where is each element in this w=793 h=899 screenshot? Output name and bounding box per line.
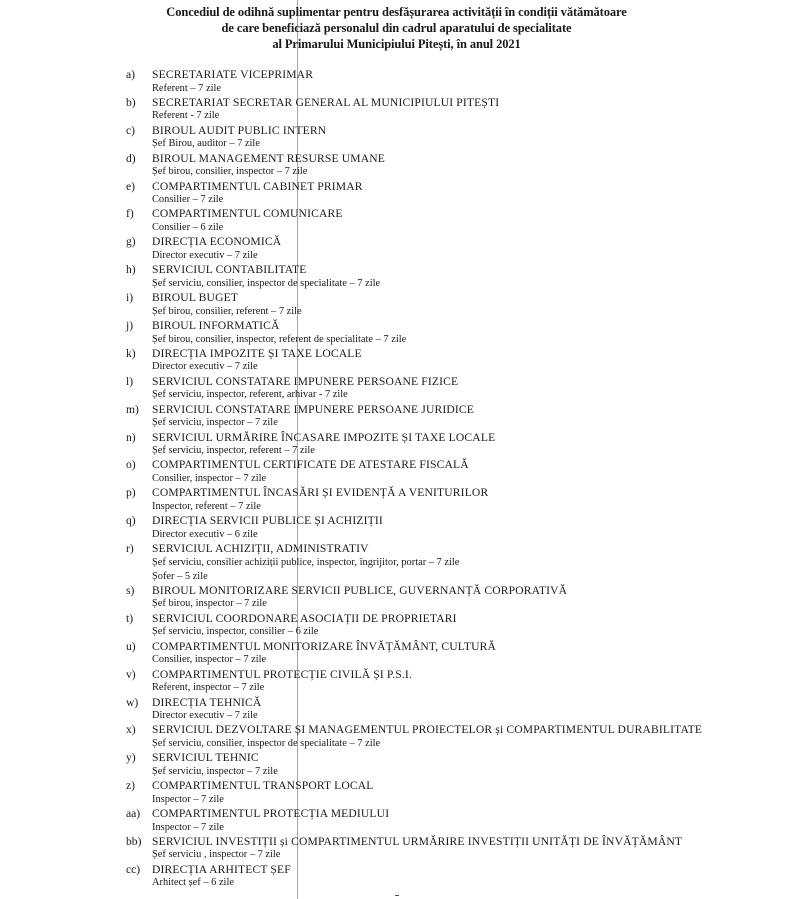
leave-detail: Șef serviciu, inspector, referent – 7 zile	[152, 445, 315, 457]
leave-detail: Șef birou, consilier, inspector – 7 zile	[152, 166, 308, 178]
leave-detail: Inspector – 7 zile	[152, 793, 224, 805]
department-title: DIRECȚIA SERVICII PUBLICE ȘI ACHIZIȚII	[152, 514, 383, 528]
list-item-letter: cc)	[126, 862, 141, 876]
department-title: SERVICIUL DEZVOLTARE ȘI MANAGEMENTUL PROIECTELOR și COMPARTIMENTUL DURABILITATE	[152, 723, 703, 737]
department-title: SERVICIUL COORDONARE ASOCIAȚII DE PROPRIETARI	[152, 611, 457, 625]
department-title: DIRECȚIA IMPOZITE ȘI TAXE LOCALE	[152, 346, 362, 360]
leave-detail: Șef serviciu, inspector – 7 zile	[152, 765, 278, 777]
list-item-letter: r)	[126, 542, 134, 556]
list-item	[126, 375, 786, 403]
department-title: BIROUL MONITORIZARE SERVICII PUBLICE, GUVERNANȚĂ CORPORATIVĂ	[152, 583, 568, 597]
list-item	[126, 319, 786, 347]
list-item	[126, 779, 786, 807]
list-item	[126, 723, 786, 751]
list-item-letter: q)	[126, 514, 136, 528]
department-title: DIRECȚIA TEHNICĂ	[152, 695, 262, 709]
list-item-letter: i)	[126, 291, 134, 305]
list-item-letter: bb)	[126, 834, 142, 848]
list-item-letter: n)	[126, 430, 136, 444]
department-title: COMPARTIMENTUL CABINET PRIMAR	[152, 179, 363, 193]
leave-detail: Referent, inspector – 7 zile	[152, 682, 265, 694]
list-item	[126, 612, 786, 640]
leave-detail: Consilier – 7 zile	[152, 194, 224, 206]
leave-detail: Director executiv – 6 zile	[152, 528, 258, 540]
list-item-letter: e)	[126, 179, 136, 193]
list-item	[126, 486, 786, 514]
leave-detail: Inspector – 7 zile	[152, 821, 224, 833]
list-item-letter: aa)	[126, 807, 141, 821]
leave-detail: Șofer – 5 zile	[152, 570, 208, 582]
department-title: COMPARTIMENTUL COMUNICARE	[152, 207, 343, 221]
department-title: BIROUL BUGET	[152, 291, 239, 305]
department-title: SERVICIUL TEHNIC	[152, 751, 259, 765]
leave-detail: Șef serviciu, inspector, consilier – 6 zile	[152, 626, 319, 638]
leave-detail: Șef birou, consilier, inspector, referent de specialitate – 7 zile	[152, 333, 407, 345]
department-title: COMPARTIMENTUL PROTECȚIE CIVILĂ ȘI P.S.I.	[152, 667, 412, 681]
header-line-3: al Primarului Municipiului Pitești, în anul 2021	[272, 37, 521, 51]
list-item	[126, 152, 786, 180]
department-title: SECRETARIATE VICEPRIMAR	[152, 68, 314, 81]
header-line-2: de care beneficiază personalul din cadrul aparatului de specialitate	[221, 21, 572, 35]
leave-detail: Consilier, inspector – 7 zile	[152, 654, 267, 666]
list-item	[126, 514, 786, 542]
leave-detail: Referent – 7 zile	[152, 82, 221, 94]
leave-detail: Director executiv – 7 zile	[152, 361, 258, 373]
department-title: SERVICIUL CONSTATARE IMPUNERE PERSOANE FIZICE	[152, 374, 459, 388]
department-title: BIROUL INFORMATICĂ	[152, 319, 280, 333]
header-line-1: Concediul de odihnă suplimentar pentru desfășurarea activității în condiții vătămătoare	[166, 5, 627, 19]
list-item-letter: w)	[126, 695, 139, 709]
department-title: SECRETARIAT SECRETAR GENERAL AL MUNICIPIULUI PITEȘTI	[152, 95, 500, 109]
department-title: BIROUL AUDIT PUBLIC INTERN	[152, 123, 327, 137]
leave-detail: Director executiv – 7 zile	[152, 710, 258, 721]
leave-detail: Șef serviciu, consilier, inspector de specialitate – 7 zile	[152, 277, 381, 289]
list-item	[126, 807, 786, 835]
list-item	[126, 863, 786, 891]
list-item	[126, 640, 786, 668]
list-item	[126, 207, 786, 235]
list-item	[126, 347, 786, 375]
list-item	[126, 180, 786, 208]
list-item	[126, 403, 786, 431]
list-item-letter: y)	[126, 751, 136, 765]
department-title: BIROUL MANAGEMENT RESURSE UMANE	[152, 151, 385, 165]
document-header	[0, 4, 793, 52]
department-title: DIRECȚIA ARHITECT ȘEF	[152, 862, 291, 876]
list-item-letter: t)	[126, 611, 134, 625]
list-item	[126, 458, 786, 486]
list-item	[126, 124, 786, 152]
list-item	[126, 542, 786, 584]
department-list	[126, 68, 786, 891]
list-item-letter: x)	[126, 723, 136, 737]
list-item-letter: d)	[126, 151, 136, 165]
list-item	[126, 668, 786, 696]
department-title: SERVICIUL CONSTATARE IMPUNERE PERSOANE JURIDICE	[152, 402, 475, 416]
leave-detail: Șef serviciu, consilier, inspector de specialitate – 7 zile	[152, 737, 381, 749]
list-item-letter: k)	[126, 346, 136, 360]
list-item-letter: a)	[126, 68, 136, 81]
list-item	[126, 431, 786, 459]
list-item-letter: h)	[126, 263, 136, 277]
list-item	[126, 696, 786, 724]
leave-detail: Director executiv – 7 zile	[152, 249, 258, 261]
department-title: SERVICIUL URMĂRIRE ÎNCASARE IMPOZITE ȘI TAXE LOCALE	[152, 430, 496, 444]
scan-fleck	[395, 895, 399, 896]
department-title: DIRECȚIA ECONOMICĂ	[152, 235, 282, 249]
leave-detail: Arhitect șef – 6 zile	[152, 877, 234, 889]
leave-detail: Inspector, referent – 7 zile	[152, 500, 261, 512]
leave-detail: Șef birou, inspector – 7 zile	[152, 598, 267, 610]
leave-detail: Șef Birou, auditor – 7 zile	[152, 138, 260, 150]
department-title: SERVICIUL ACHIZIȚII, ADMINISTRATIV	[152, 542, 369, 556]
list-item-letter: u)	[126, 639, 136, 653]
list-item-letter: j)	[126, 319, 134, 333]
list-item	[126, 751, 786, 779]
department-title: COMPARTIMENTUL CERTIFICATE DE ATESTARE FISCALĂ	[152, 458, 469, 472]
department-title: COMPARTIMENTUL PROTECȚIA MEDIULUI	[152, 807, 390, 821]
leave-detail: Șef serviciu , inspector – 7 zile	[152, 849, 281, 861]
list-item-letter: p)	[126, 486, 136, 500]
list-item-letter: g)	[126, 235, 136, 249]
department-title: SERVICIUL CONTABILITATE	[152, 263, 307, 277]
list-item	[126, 68, 786, 96]
leave-detail: Șef serviciu, consilier achiziții publice, inspector, îngrijitor, portar – 7 zile	[152, 556, 460, 568]
leave-detail: Consilier – 6 zile	[152, 221, 224, 233]
list-item-letter: m)	[126, 402, 139, 416]
leave-detail: Referent - 7 zile	[152, 110, 220, 122]
leave-detail: Șef serviciu, inspector – 7 zile	[152, 417, 278, 429]
list-item-letter: v)	[126, 667, 136, 681]
list-item-letter: f)	[126, 207, 134, 221]
list-item	[126, 835, 786, 863]
leave-detail: Șef birou, consilier, referent – 7 zile	[152, 305, 302, 317]
list-item-letter: s)	[126, 583, 135, 597]
list-item	[126, 235, 786, 263]
list-item-letter: l)	[126, 374, 134, 388]
leave-detail: Consilier, inspector – 7 zile	[152, 472, 267, 484]
list-item-letter: c)	[126, 123, 136, 137]
department-title: SERVICIUL INVESTIȚII și COMPARTIMENTUL URMĂRIRE INVESTIȚII UNITĂȚI DE ÎNVĂȚĂMÂNT	[152, 834, 683, 848]
list-item	[126, 96, 786, 124]
list-item-letter: z)	[126, 779, 136, 793]
list-item	[126, 263, 786, 291]
list-item	[126, 584, 786, 612]
department-title: COMPARTIMENTUL ÎNCASĂRI ȘI EVIDENȚĂ A VENITURILOR	[152, 486, 489, 500]
list-item	[126, 291, 786, 319]
department-title: COMPARTIMENTUL TRANSPORT LOCAL	[152, 779, 374, 793]
department-title: COMPARTIMENTUL MONITORIZARE ÎNVĂȚĂMÂNT, CULTURĂ	[152, 639, 497, 653]
list-item-letter: b)	[126, 95, 136, 109]
leave-detail: Șef serviciu, inspector, referent, arhivar - 7 zile	[152, 389, 348, 401]
list-item-letter: o)	[126, 458, 136, 472]
